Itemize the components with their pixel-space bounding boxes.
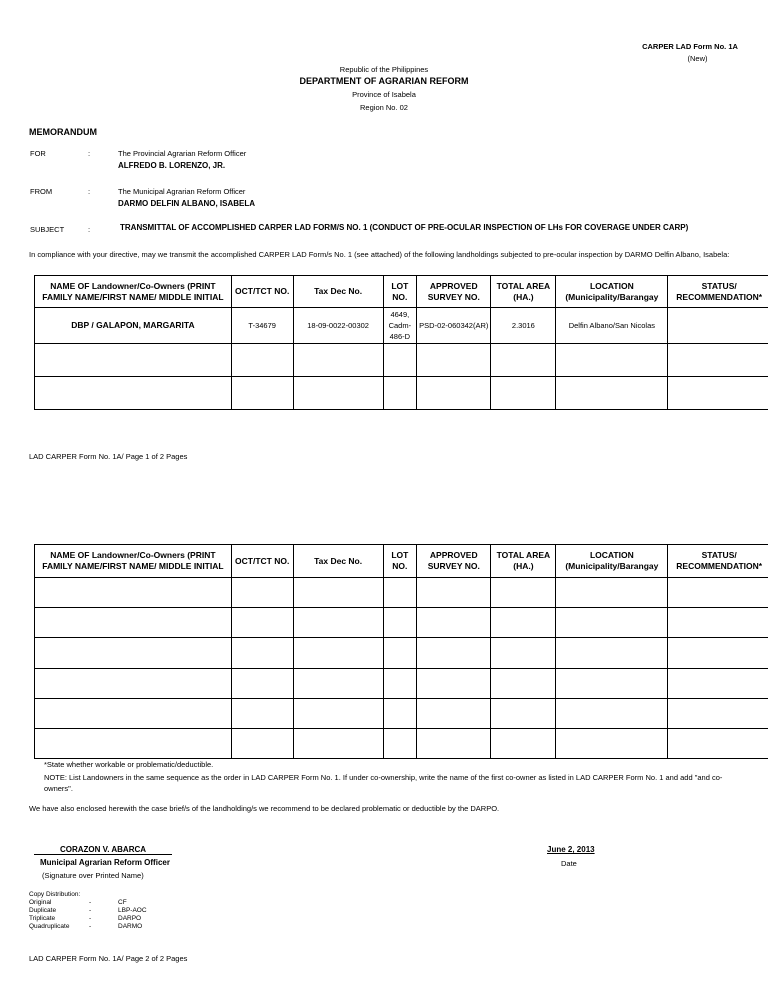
cell-lot-no: 4649, Cadm-486-D (383, 308, 417, 344)
cell (417, 377, 491, 410)
cell (35, 699, 232, 729)
page2-footer: LAD CARPER Form No. 1A/ Page 2 of 2 Pages (29, 954, 188, 963)
cell (383, 608, 417, 638)
landholdings-table-page2 (34, 544, 768, 759)
cell (417, 344, 491, 377)
page1-footer: LAD CARPER Form No. 1A/ Page 1 of 2 Pages (29, 452, 188, 461)
cell (293, 699, 383, 729)
for-name: ALFREDO B. LORENZO, JR. (118, 161, 226, 170)
header-department: DEPARTMENT OF AGRARIAN REFORM (299, 76, 469, 86)
cell (383, 699, 417, 729)
signatory-name: CORAZON V. ABARCA (34, 845, 172, 855)
cell (417, 608, 491, 638)
cell (35, 608, 232, 638)
cell (668, 729, 768, 759)
cell (491, 729, 556, 759)
cell (556, 578, 668, 608)
copy-recipient: LBP-AOC (118, 907, 147, 914)
header-oct-tct: OCT/TCT NO. (231, 545, 293, 578)
header-location: LOCATION (Municipality/Barangay (556, 276, 668, 308)
cell (293, 608, 383, 638)
header-lot-no: LOT NO. (383, 276, 417, 308)
from-colon: : (88, 187, 91, 196)
cell (293, 377, 383, 410)
cell (293, 638, 383, 669)
subject-text: TRANSMITTAL OF ACCOMPLISHED CARPER LAD FORM/S NO. 1 (CONDUCT OF PRE-OCULAR INSPECTION OF LHs FOR COVERAGE UNDER CARP) (120, 223, 689, 232)
distribution-row (29, 915, 147, 923)
cell (668, 344, 768, 377)
cell (491, 578, 556, 608)
for-label: FOR (30, 149, 46, 158)
cell (491, 699, 556, 729)
cell (35, 669, 232, 699)
distribution-row (29, 907, 147, 915)
subject-colon: : (88, 225, 91, 234)
subject-label: SUBJECT (30, 225, 65, 234)
copy-label: Quadruplicate (29, 923, 70, 930)
cell (491, 638, 556, 669)
cell (383, 729, 417, 759)
cell (556, 638, 668, 669)
header-total-area: TOTAL AREA (HA.) (491, 545, 556, 578)
date-value: June 2, 2013 (547, 845, 595, 854)
header-landowner: NAME OF Landowner/Co-Owners (PRINT FAMILY NAME/FIRST NAME/ MIDDLE INITIAL (35, 545, 232, 578)
from-name: DARMO DELFIN ALBANO, ISABELA (118, 199, 256, 208)
copy-recipient: CF (118, 899, 127, 906)
dash: - (89, 915, 92, 922)
cell (35, 344, 232, 377)
cell (417, 699, 491, 729)
cell (556, 377, 668, 410)
copy-recipient: DARPO (118, 915, 142, 922)
cell (231, 377, 293, 410)
cell (231, 638, 293, 669)
for-role: The Provincial Agrarian Reform Officer (118, 149, 247, 158)
table-row (35, 608, 768, 638)
copy-label: Triplicate (29, 915, 56, 922)
header-tax-dec: Tax Dec No. (293, 276, 383, 308)
header-republic: Republic of the Philippines (339, 65, 429, 74)
header-status: STATUS/ RECOMMENDATION* (668, 276, 768, 308)
table-row (35, 638, 768, 669)
cell (556, 608, 668, 638)
table-row (35, 669, 768, 699)
dash: - (89, 899, 92, 906)
cell-total-area: 2.3016 (491, 308, 556, 344)
header-landowner: NAME OF Landowner/Co-Owners (PRINT FAMILY NAME/FIRST NAME/ MIDDLE INITIAL (35, 276, 232, 308)
cell (293, 729, 383, 759)
cell (293, 578, 383, 608)
intro-paragraph: In compliance with your directive, may we transmit the accomplished CARPER LAD Form/s No. 1 (see attached) of the following landholdings subjected to pre-ocular inspection by DARMO Delfin Albano, Isabela: (29, 250, 730, 259)
header-status: STATUS/ RECOMMENDATION* (668, 545, 768, 578)
header-lot-no: LOT NO. (383, 545, 417, 578)
cell (491, 377, 556, 410)
header-oct-tct: OCT/TCT NO. (231, 276, 293, 308)
table-row (35, 729, 768, 759)
cell-location: Delfin Albano/San Nicolas (556, 308, 668, 344)
cell (556, 729, 668, 759)
cell (383, 638, 417, 669)
cell (556, 669, 668, 699)
state-note: *State whether workable or problematic/deductible. (44, 760, 214, 769)
dash: - (89, 923, 92, 930)
cell (231, 699, 293, 729)
dash: - (89, 907, 92, 914)
date-label: Date (561, 859, 577, 868)
header-total-area: TOTAL AREA (HA.) (491, 276, 556, 308)
cell (293, 669, 383, 699)
cell (668, 669, 768, 699)
cell (556, 699, 668, 729)
from-role: The Municipal Agrarian Reform Officer (118, 187, 246, 196)
copy-label: Duplicate (29, 907, 57, 914)
cell (668, 638, 768, 669)
cell (668, 377, 768, 410)
table-row (35, 699, 768, 729)
cell (383, 377, 417, 410)
form-number: CARPER LAD Form No. 1A (642, 42, 738, 51)
memo-title: MEMORANDUM (29, 127, 97, 137)
distribution-row (29, 899, 147, 907)
copy-distribution (29, 891, 147, 931)
cell (668, 608, 768, 638)
for-colon: : (88, 149, 91, 158)
signature-caption: (Signature over Printed Name) (42, 871, 144, 880)
cell (491, 608, 556, 638)
header-tax-dec: Tax Dec No. (293, 545, 383, 578)
copy-recipient: DARMO (118, 923, 143, 930)
cell (417, 578, 491, 608)
enclosed-note: We have also enclosed herewith the case brief/s of the landholding/s we recommend to be declared problematic or deductible by the DARPO. (29, 804, 500, 813)
header-survey-no: APPROVED SURVEY NO. (417, 545, 491, 578)
cell (231, 578, 293, 608)
cell (491, 344, 556, 377)
cell (35, 729, 232, 759)
cell (668, 578, 768, 608)
cell (231, 344, 293, 377)
table-row (35, 308, 768, 344)
cell (35, 638, 232, 669)
cell (35, 578, 232, 608)
cell (383, 578, 417, 608)
cell (231, 669, 293, 699)
header-survey-no: APPROVED SURVEY NO. (417, 276, 491, 308)
cell (231, 729, 293, 759)
cell (491, 669, 556, 699)
cell (383, 669, 417, 699)
table-row (35, 344, 768, 377)
table-row (35, 377, 768, 410)
cell (417, 729, 491, 759)
table-row (35, 578, 768, 608)
form-status: (New) (687, 54, 708, 63)
header-province: Province of Isabela (352, 90, 416, 99)
cell (417, 638, 491, 669)
list-note: NOTE: List Landowners in the same sequence as the order in LAD CARPER Form No. 1. If under co-ownership, write the name of the first co-owner as listed in LAD CARPER Form No. 1 and add "and co-owners". (44, 773, 723, 793)
copy-label: Original (29, 899, 52, 906)
cell (231, 608, 293, 638)
header-region: Region No. 02 (360, 103, 408, 112)
landholdings-table-page1 (34, 275, 768, 410)
from-label: FROM (30, 187, 53, 196)
cell (293, 344, 383, 377)
cell-tax-dec: 18-09-0022-00302 (293, 308, 383, 344)
distribution-title: Copy Distribution: (29, 891, 81, 898)
header-location: LOCATION (Municipality/Barangay (556, 545, 668, 578)
cell-landowner: DBP / GALAPON, MARGARITA (35, 308, 232, 344)
cell (417, 669, 491, 699)
cell-status (668, 308, 768, 344)
cell-survey-no: PSD-02-060342(AR) (417, 308, 491, 344)
distribution-row (29, 923, 147, 931)
cell (383, 344, 417, 377)
cell (556, 344, 668, 377)
signatory-title: Municipal Agrarian Reform Officer (40, 858, 170, 867)
cell (668, 699, 768, 729)
cell (35, 377, 232, 410)
cell-oct-tct: T-34679 (231, 308, 293, 344)
